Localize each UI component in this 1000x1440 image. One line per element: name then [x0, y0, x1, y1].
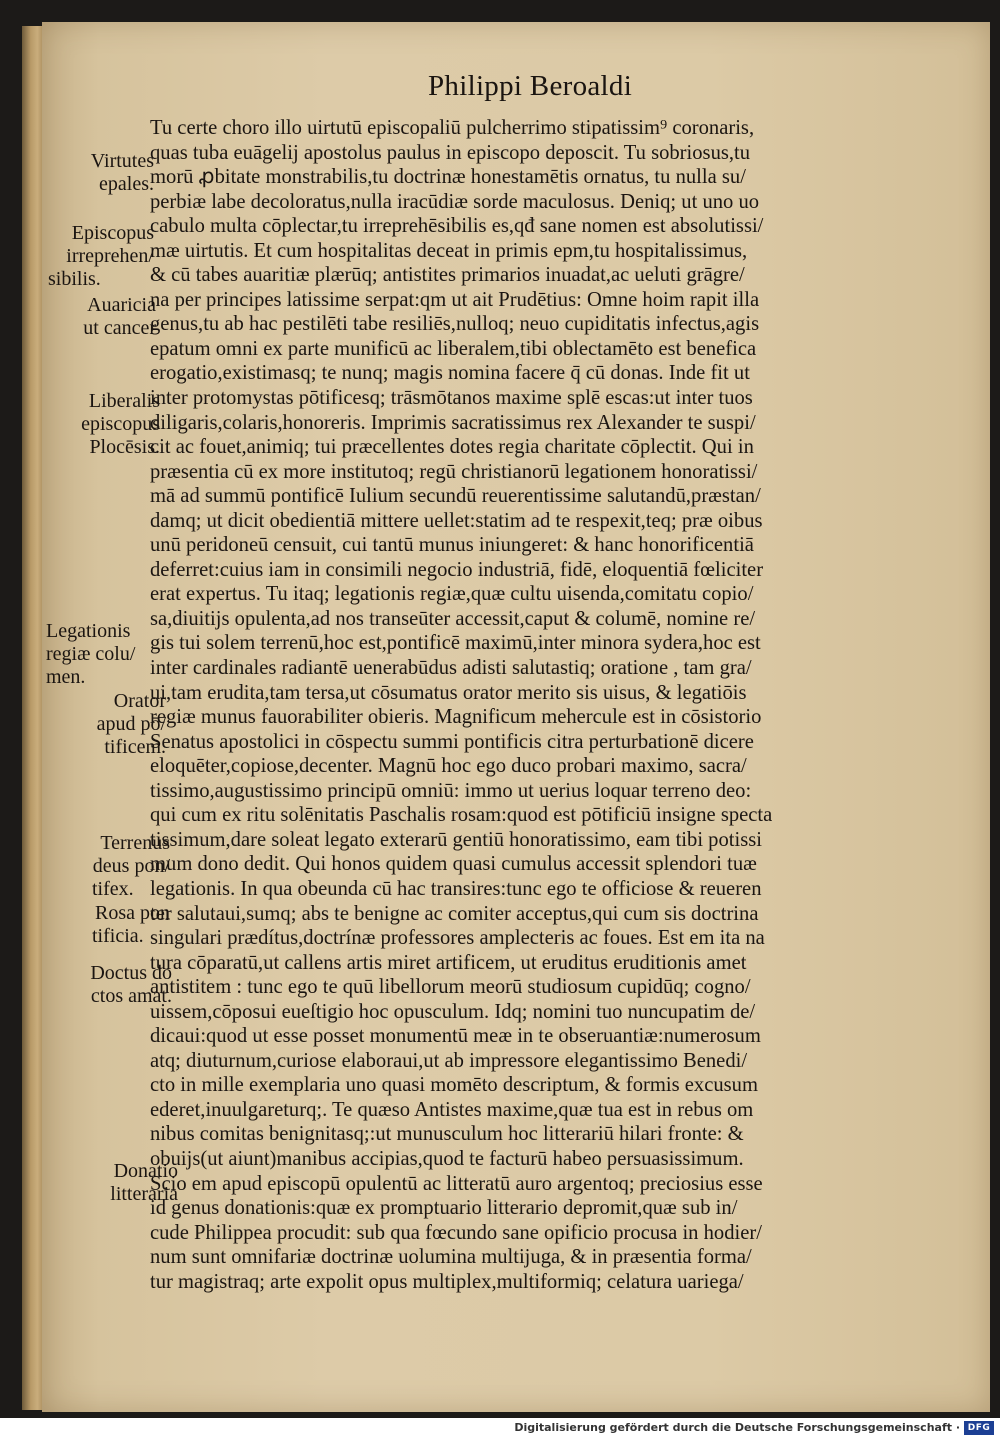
- marginal-gloss-9: [56, 962, 172, 1008]
- text-line: quas tuba euāgelij apostolus paulus in episcopo deposcit. Tu sobriosus,tu: [150, 141, 751, 164]
- marginal-gloss-2: [48, 222, 154, 291]
- text-line: perbiæ labe decoloratus,nulla iracūdiæ sorde maculosus. Deniq; ut uno uo: [150, 190, 760, 213]
- marginal-gloss-10: [80, 1160, 178, 1206]
- text-line: uissem,cōposui eueſtigio hoc opusculum. Idq; nomini tuo nuncupatim de/: [150, 1000, 756, 1023]
- text-line: qui cum ex ritu solēnitatis Paschalis rosam:quod est pōtificiū insigne specta: [150, 804, 773, 827]
- gloss-line: men.: [46, 666, 86, 688]
- marginal-gloss-8: [64, 902, 170, 948]
- text-line: ederet,inuulgareturq;. Te quæso Antistes maxime,quæ tua est in rebus om: [150, 1098, 754, 1121]
- gloss-line: Virtutes: [90, 150, 154, 172]
- text-line: ui,tam erudita,tam tersa,ut cōsumatus orator merito sis uisus, & legatiōis: [150, 681, 747, 704]
- marginal-gloss-4: [56, 390, 160, 459]
- funding-credit: Digitalisierung gefördert durch die Deutsche Forschungsgemeinschaft ·: [514, 1421, 960, 1434]
- text-line: tura cōparatū,ut callens artis miret artificem, ut eruditus eruditionis amet: [150, 951, 747, 974]
- text-line: nibus comitas benignitasq;:ut munusculum hoc litterariū hilari fronte: &: [150, 1123, 744, 1146]
- gloss-line: regiæ colu/: [46, 643, 136, 665]
- text-line: inter protomystas pōtificesq; trāsmōtanos maxime splē escas:ut inter tuos: [150, 387, 753, 410]
- text-line: inter cardinales radiantē uenerabūdus adisti salutastiq; oratione , tam gra/: [150, 657, 752, 680]
- text-line: præsentia cū ex more institutoq; regū christianorū legationem honoratissi/: [150, 460, 758, 483]
- gloss-line: litteraria: [110, 1183, 178, 1205]
- text-line: singulari prædítus,doctrínæ professores amplecteris ac foues. Est em ita na: [150, 927, 765, 950]
- text-line: gis tui solem terrenū,hoc est,pontificē maximū,inter minora sydera,hoc est: [150, 632, 761, 655]
- text-line: mā ad summū pontificē Iulium secundū reuerentissime salutandū,præstan/: [150, 485, 761, 508]
- text-line: deferret:cuius iam in consimili negocio industriā, fidē, eloquentiā fœliciter: [150, 558, 764, 581]
- text-line: cude Philippea procudit: sub qua fœcundo sane opificio procusa in hodier/: [150, 1221, 762, 1244]
- text-line: cto in mille exemplaria uno quasi momēto descriptum, & formis excusum: [150, 1074, 758, 1097]
- text-line: erat expertus. Tu itaq; legationis regiæ,quæ cultu uisenda,comitatu copio/: [150, 583, 754, 606]
- gloss-line: Terrenus: [100, 832, 170, 854]
- text-line: cabulo multa cōplectar,tu irreprehēsibilis es,qđ sane nomen est absolutissi/: [150, 215, 764, 238]
- text-line: tur magistraq; arte expolit opus multiplex,multiformiq; celatura uariega/: [150, 1270, 744, 1293]
- text-line: antistitem : tunc ego te quū libellorum meorū studiosum cupidūq; cogno/: [150, 976, 751, 999]
- text-line: epatum omni ex parte munificū ac liberalem,tibi oblectamēto est benefica: [150, 337, 757, 360]
- text-line: obuijs(ut aiunt)manibus accipias,quod te facturū habeo persuasissimum.: [150, 1147, 744, 1170]
- gloss-line: Doctus do: [90, 962, 172, 984]
- text-line: ter salutaui,sumq; abs te benigne ac comiter acceptus,qui cum sis doctrina: [150, 902, 759, 925]
- marginal-gloss-3: [56, 294, 156, 340]
- text-line: erogatio,existimasq; te nunq; magis nomina facere q̄ cū donas. Inde fit ut: [150, 362, 750, 385]
- text-line: dicaui:quod ut esse posset monumentū meæ in te obseruantiæ:numerosum: [150, 1025, 761, 1048]
- gloss-line: epales.: [99, 173, 154, 195]
- gloss-line: Donatio: [113, 1160, 178, 1182]
- text-line: damq; ut dicit obedientiā mittere uellet:statim ad te respexit,teq; præ oibus: [150, 509, 763, 532]
- text-line: legationis. In qua obeunda cū hac transires:tunc ego te officiose & reueren: [150, 877, 762, 900]
- text-line: mæ uirtutis. Et cum hospitalitas deceat in primis epm,tu hospitalissimus,: [150, 239, 748, 262]
- gloss-line: irreprehen/: [66, 245, 154, 267]
- gloss-line: tificem.: [104, 736, 166, 758]
- text-line: & cū tabes auaritiæ plærūq; antistites primarios inuadat,ac ueluti grāgre/: [150, 264, 745, 287]
- text-line: Scio em apud episcopū opulentū ac litteratū auro argentoq; preciosius esse: [150, 1172, 763, 1195]
- gloss-line: ut cancer: [83, 317, 156, 339]
- text-line: na per principes latissime serpat:qm ut ait Prudētius: Omne hoim rapit illa: [150, 288, 760, 311]
- gloss-line: Episcopus: [71, 222, 154, 244]
- text-line: morū ꝓbitate monstrabilis,tu doctrinæ honestamētis ornatus, tu nulla su/: [150, 166, 746, 189]
- text-line: genus,tu ab hac pestilēti tabe resiliēs,nulloq; neuo cupiditatis infectus,agis: [150, 313, 760, 336]
- gloss-line: tificia.: [92, 925, 144, 947]
- gloss-line: Orator: [113, 690, 166, 712]
- text-line: mum dono dedit. Qui honos quidem quasi cumulus accessit splendori tuæ: [150, 853, 757, 876]
- main-text-block: [150, 116, 940, 1294]
- text-line: tissimum,dare soleat legato exterarū gentiū honoratissimo, eam tibi potissi: [150, 828, 762, 851]
- gloss-line: ctos amat.: [90, 985, 172, 1007]
- marginal-gloss-1: [58, 150, 154, 196]
- dfg-logo: DFG: [964, 1421, 994, 1435]
- gloss-line: tifex.: [92, 878, 134, 900]
- text-line: diligaris,colaris,honoreris. Imprimis sacratissimus rex Alexander te suspi/: [150, 411, 756, 434]
- text-line: unū peridoneū censuit, cui tantū munus iniungeret: & hanc honorificentiā: [150, 534, 754, 557]
- marginal-gloss-5: [46, 620, 166, 689]
- marginal-gloss-7: [64, 832, 170, 901]
- gloss-line: Auaricia: [87, 294, 156, 316]
- gloss-line: Legationis: [46, 620, 131, 642]
- text-line: Tu certe choro illo uirtutū episcopaliū pulcherrimo stipatissim⁹ coronaris,: [150, 117, 755, 139]
- text-line: cit ac fouet,animiq; tui præcellentes dotes regia charitate cōplectit. Qui in: [150, 436, 754, 459]
- page-fore-edge: [22, 26, 44, 1410]
- text-line: id genus donationis:quæ ex promptuario litterario depromit,quæ sub in/: [150, 1197, 738, 1220]
- running-header: Philippi Beroaldi: [428, 70, 633, 102]
- gloss-line: apud pō/: [96, 713, 166, 735]
- gloss-line: episcopus: [81, 413, 160, 435]
- gloss-line: Rosa pon: [95, 902, 170, 924]
- text-line: tissimo,augustissimo principū omniū: immo ut uerius loquar terreno deo:: [150, 779, 752, 802]
- gloss-line: Plocēsis.: [89, 436, 160, 458]
- text-line: regiæ munus fauorabiliter obieris. Magnificum mehercule est in cōsistorio: [150, 706, 762, 729]
- gloss-line: sibilis.: [48, 268, 101, 290]
- text-line: sa,diuitijs opulenta,ad nos transeūter accessit,caput & columē, nomine re/: [150, 607, 756, 630]
- text-line: num sunt omnifariæ doctrinæ uolumina multijuga, & in præsentia forma/: [150, 1246, 752, 1269]
- marginal-gloss-6: [70, 690, 166, 759]
- text-line: eloquēter,copiose,decenter. Magnū hoc ego duco probari maximo, sacra/: [150, 755, 747, 778]
- text-line: Senatus apostolici in cōspectu summi pontificis citra perturbationē dicere: [150, 730, 754, 753]
- gloss-line: deus pon/: [92, 855, 170, 877]
- gloss-line: Liberalis: [88, 390, 160, 412]
- text-line: atq; diuturnum,curiose elaboraui,ut ab impressore elegantissimo Benedi/: [150, 1049, 748, 1072]
